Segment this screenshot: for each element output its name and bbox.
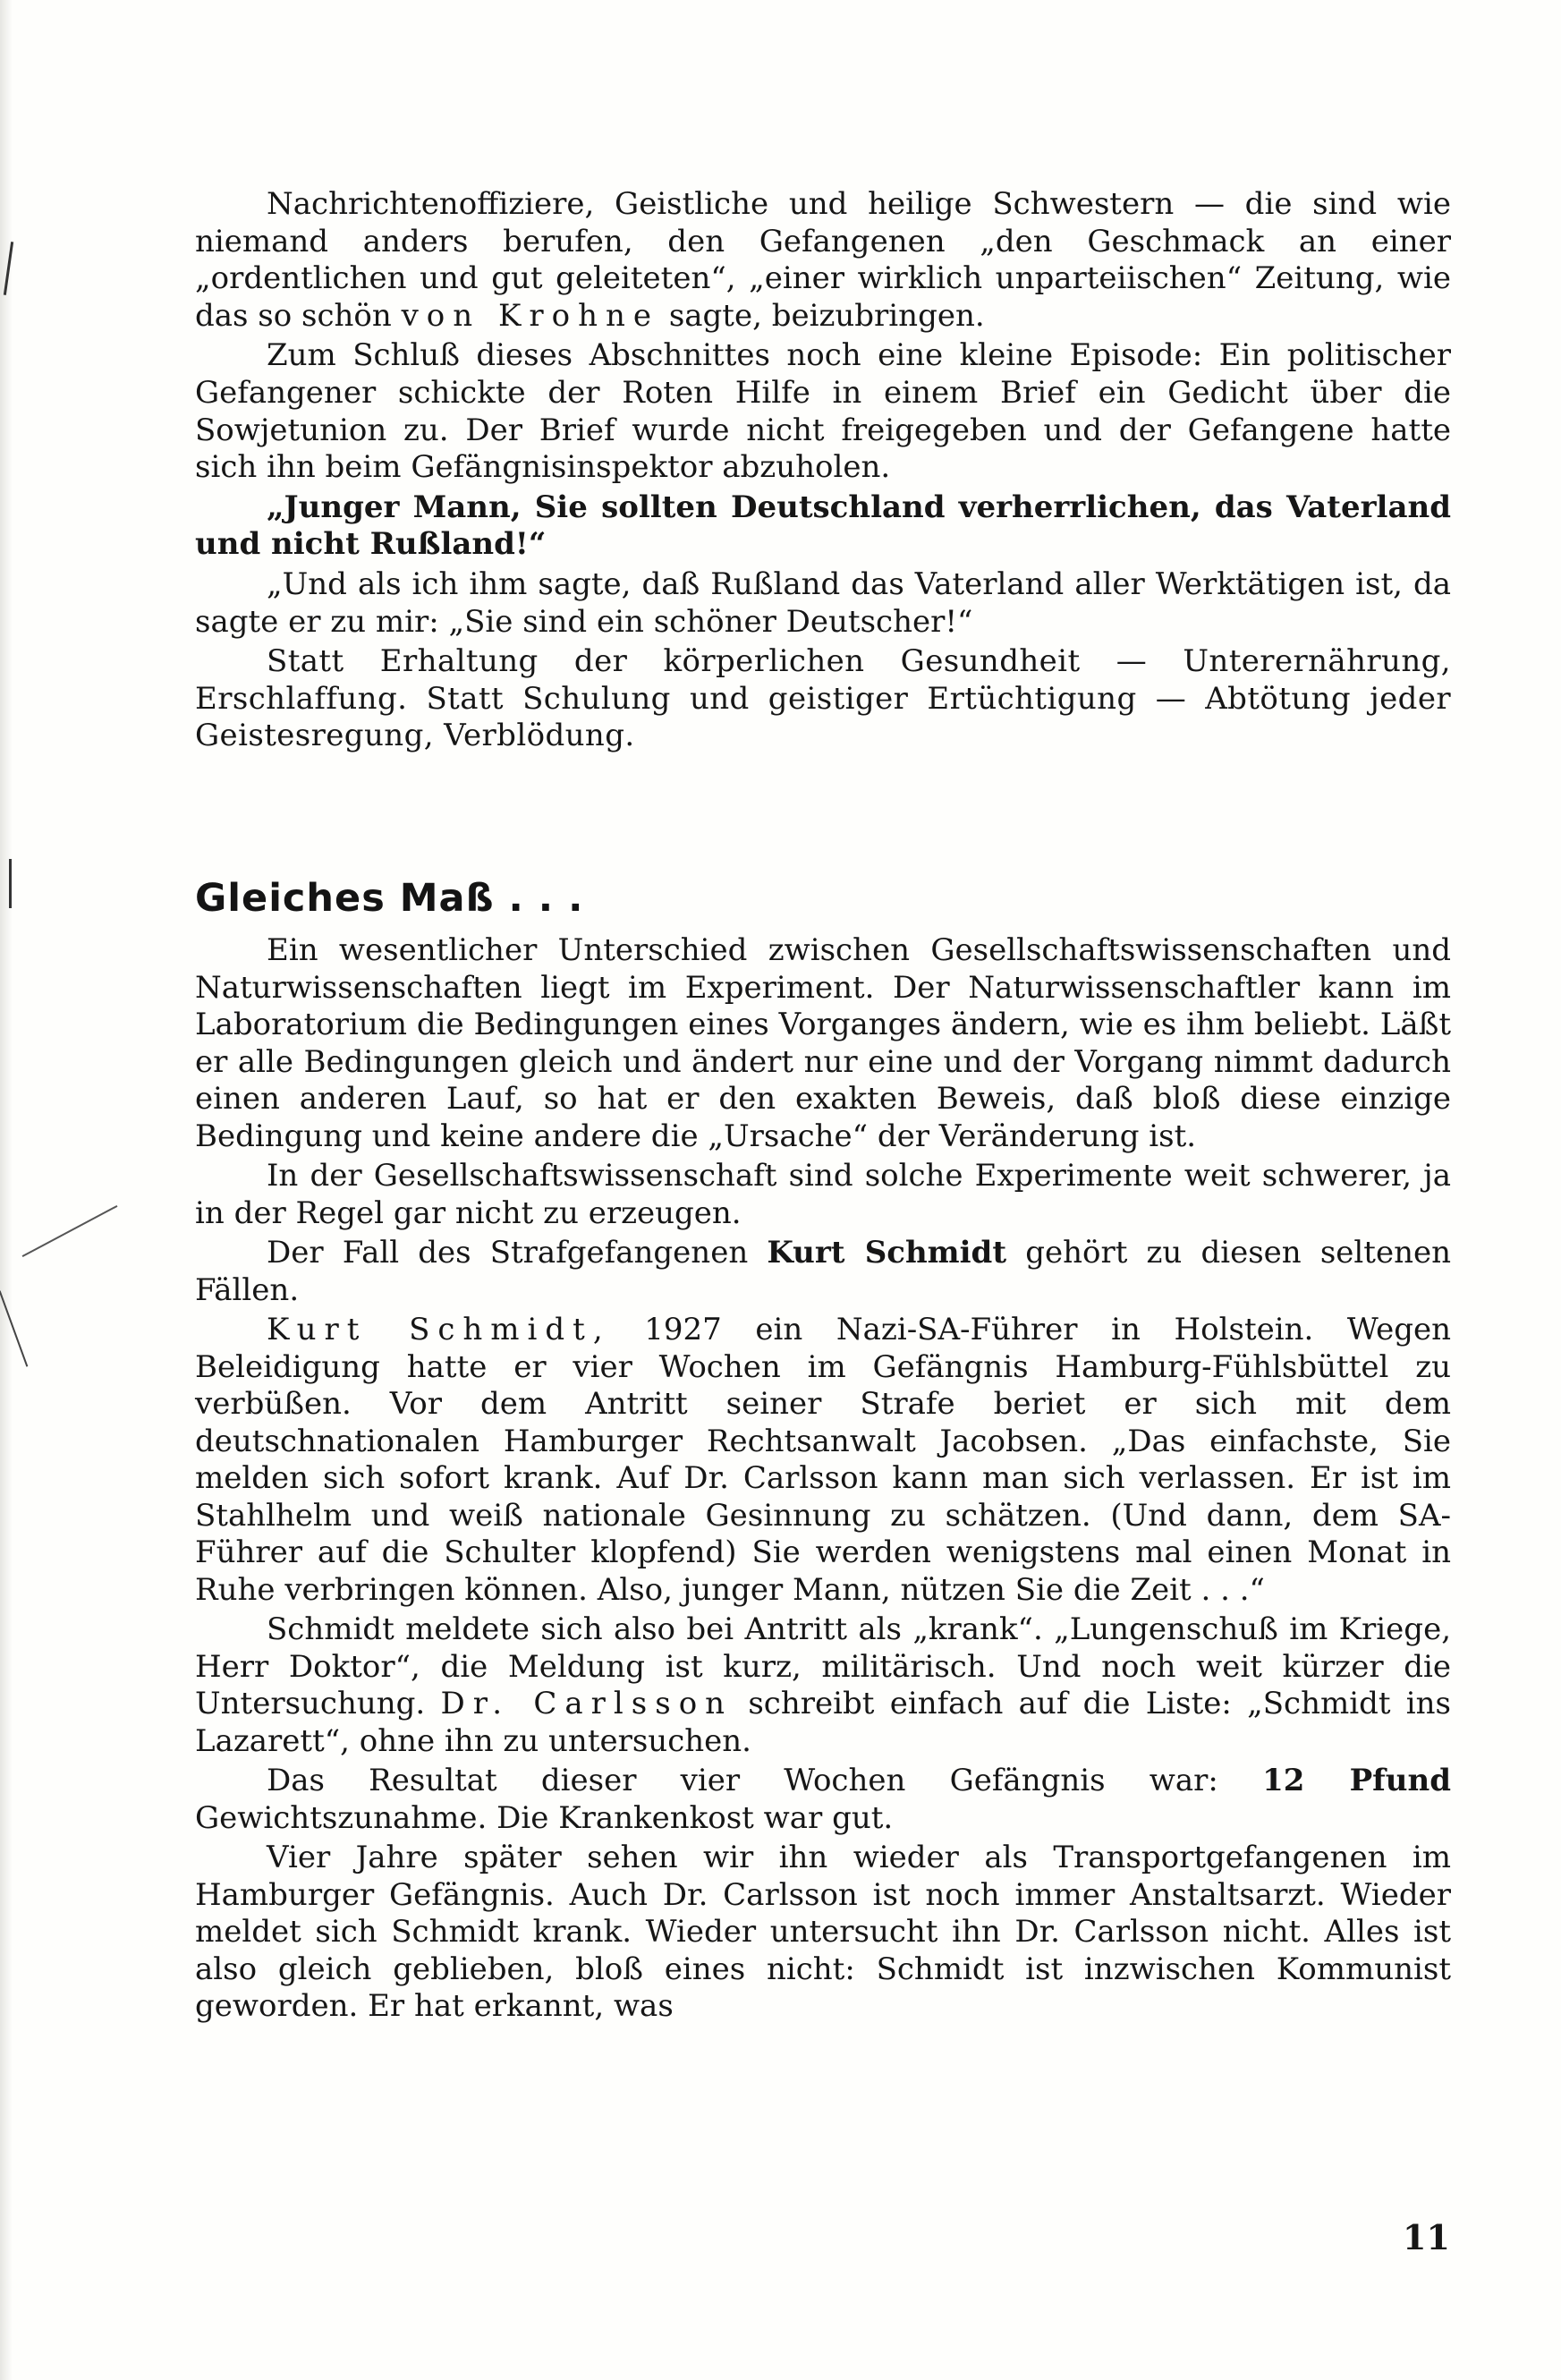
paragraph: Das Resultat dieser vier Wochen Gefängnis war: 12 Pfund Gewichtszunahme. Die Krankenkost war gut. <box>195 1763 1451 1836</box>
bold-value: 12 Pfund <box>1262 1763 1451 1798</box>
section-gleiches-mass <box>195 932 1451 2028</box>
paragraph: Kurt Schmidt, 1927 ein Nazi-SA-Führer in Holstein. Wegen Beleidigung hatte er vier Wochen im Gefängnis Hamburg-Fühlsbüttel zu verbüßen. Vor dem Antritt seiner Strafe beriet er sich mit dem deutschnationalen Hamburger Rechtsanwalt Jacobsen. „Das einfachste, Sie melden sich sofort krank. Auf Dr. Carlsson kann man sich verlassen. Er ist im Stahlhelm und weiß nationale Gesinnung zu schätzen. (Und dann, dem SA-Führer auf die Schulter klopfend) Sie werden wenigstens mal einen Monat in Ruhe verbringen können. Also, junger Mann, nützen Sie die Zeit . . .“ <box>195 1312 1451 1608</box>
paragraph: Schmidt meldete sich also bei Antritt als „krank“. „Lungenschuß im Kriege, Herr Doktor“, die Meldung ist kurz, militärisch. Und noch weit kürzer die Untersuchung. Dr. Carlsson schreibt einfach auf die Liste: „Schmidt ins Lazarett“, ohne ihn zu untersuchen. <box>195 1611 1452 1759</box>
paragraph: Nachrichtenoffiziere, Geistliche und heilige Schwestern — die sind wie niemand anders berufen, den Gefangenen „den Geschmack an einer „ordentlichen und gut geleiteten“, „einer wirklich unparteiischen“ Zeitung, wie das so schön von Krohne sagte, beizubringen. <box>195 186 1451 334</box>
paragraph: Statt Erhaltung der körperlichen Gesundheit — Unterernährung, Erschlaffung. Statt Schulung und geistiger Ertüchtigung — Abtötung jeder Geistesregung, Verblödung. <box>195 643 1451 754</box>
paragraph: In der Gesellschaftswissenschaft sind solche Experimente weit schwerer, ja in der Regel gar nicht zu erzeugen. <box>195 1158 1451 1231</box>
paragraph-quote-bold: „Junger Mann, Sie sollten Deutschland verherrlichen, das Vaterland und nicht Rußland!“ <box>195 489 1451 563</box>
paragraph: Zum Schluß dieses Abschnittes noch eine kleine Episode: Ein politischer Gefangener schickte der Roten Hilfe in einem Brief ein Gedicht über die Sowjetunion zu. Der Brief wurde nicht freigegeben und der Gefangene hatte sich ihn beim Gefängnisinspektor abzuholen. <box>195 337 1451 486</box>
paragraph: Der Fall des Strafgefangenen Kurt Schmidt gehört zu diesen seltenen Fällen. <box>195 1235 1451 1308</box>
name-spaced: Kurt Schmidt, <box>267 1312 611 1347</box>
name-spaced: von Krohne <box>401 297 660 334</box>
section-heading-block <box>195 875 1451 922</box>
scan-mark <box>9 859 12 908</box>
paragraph: Ein wesentlicher Unterschied zwischen Gesellschaftswissenschaften und Naturwissenschaften liegt im Experiment. Der Naturwissenschaftler kann im Laboratorium die Bedingungen eines Vorganges ändern, wie es ihm beliebt. Läßt er alle Bedingungen gleich und ändert nur eine und der Vorgang nimmt dadurch einen anderen Lauf, so hat er den exakten Beweis, daß bloß diese einzige Bedingung und keine andere die „Ursache“ der Veränderung ist. <box>195 932 1451 1154</box>
scan-edge-shadow <box>0 0 13 2380</box>
section-intro <box>195 186 1451 758</box>
section-heading: Gleiches Maß . . . <box>195 876 584 921</box>
paragraph: Vier Jahre später sehen wir ihn wieder als Transportgefangenen im Hamburger Gefängnis. Auch Dr. Carlsson ist noch immer Anstaltsarzt. Wieder meldet sich Schmidt krank. Wieder untersucht ihn Dr. Carlsson nicht. Alles ist also gleich geblieben, bloß eines nicht: Schmidt ist inzwischen Kommunist geworden. Er hat erkannt, was <box>195 1840 1451 2024</box>
name-spaced: Dr. Carlsson <box>440 1686 734 1721</box>
paragraph: „Und als ich ihm sagte, daß Rußland das Vaterland aller Werktätigen ist, da sagte er zu mir: „Sie sind ein schöner Deutscher!“ <box>195 565 1451 640</box>
scan-mark <box>22 1205 118 1257</box>
page-number: 11 <box>1403 2217 1450 2257</box>
name-bold: Kurt Schmidt <box>767 1235 1007 1271</box>
